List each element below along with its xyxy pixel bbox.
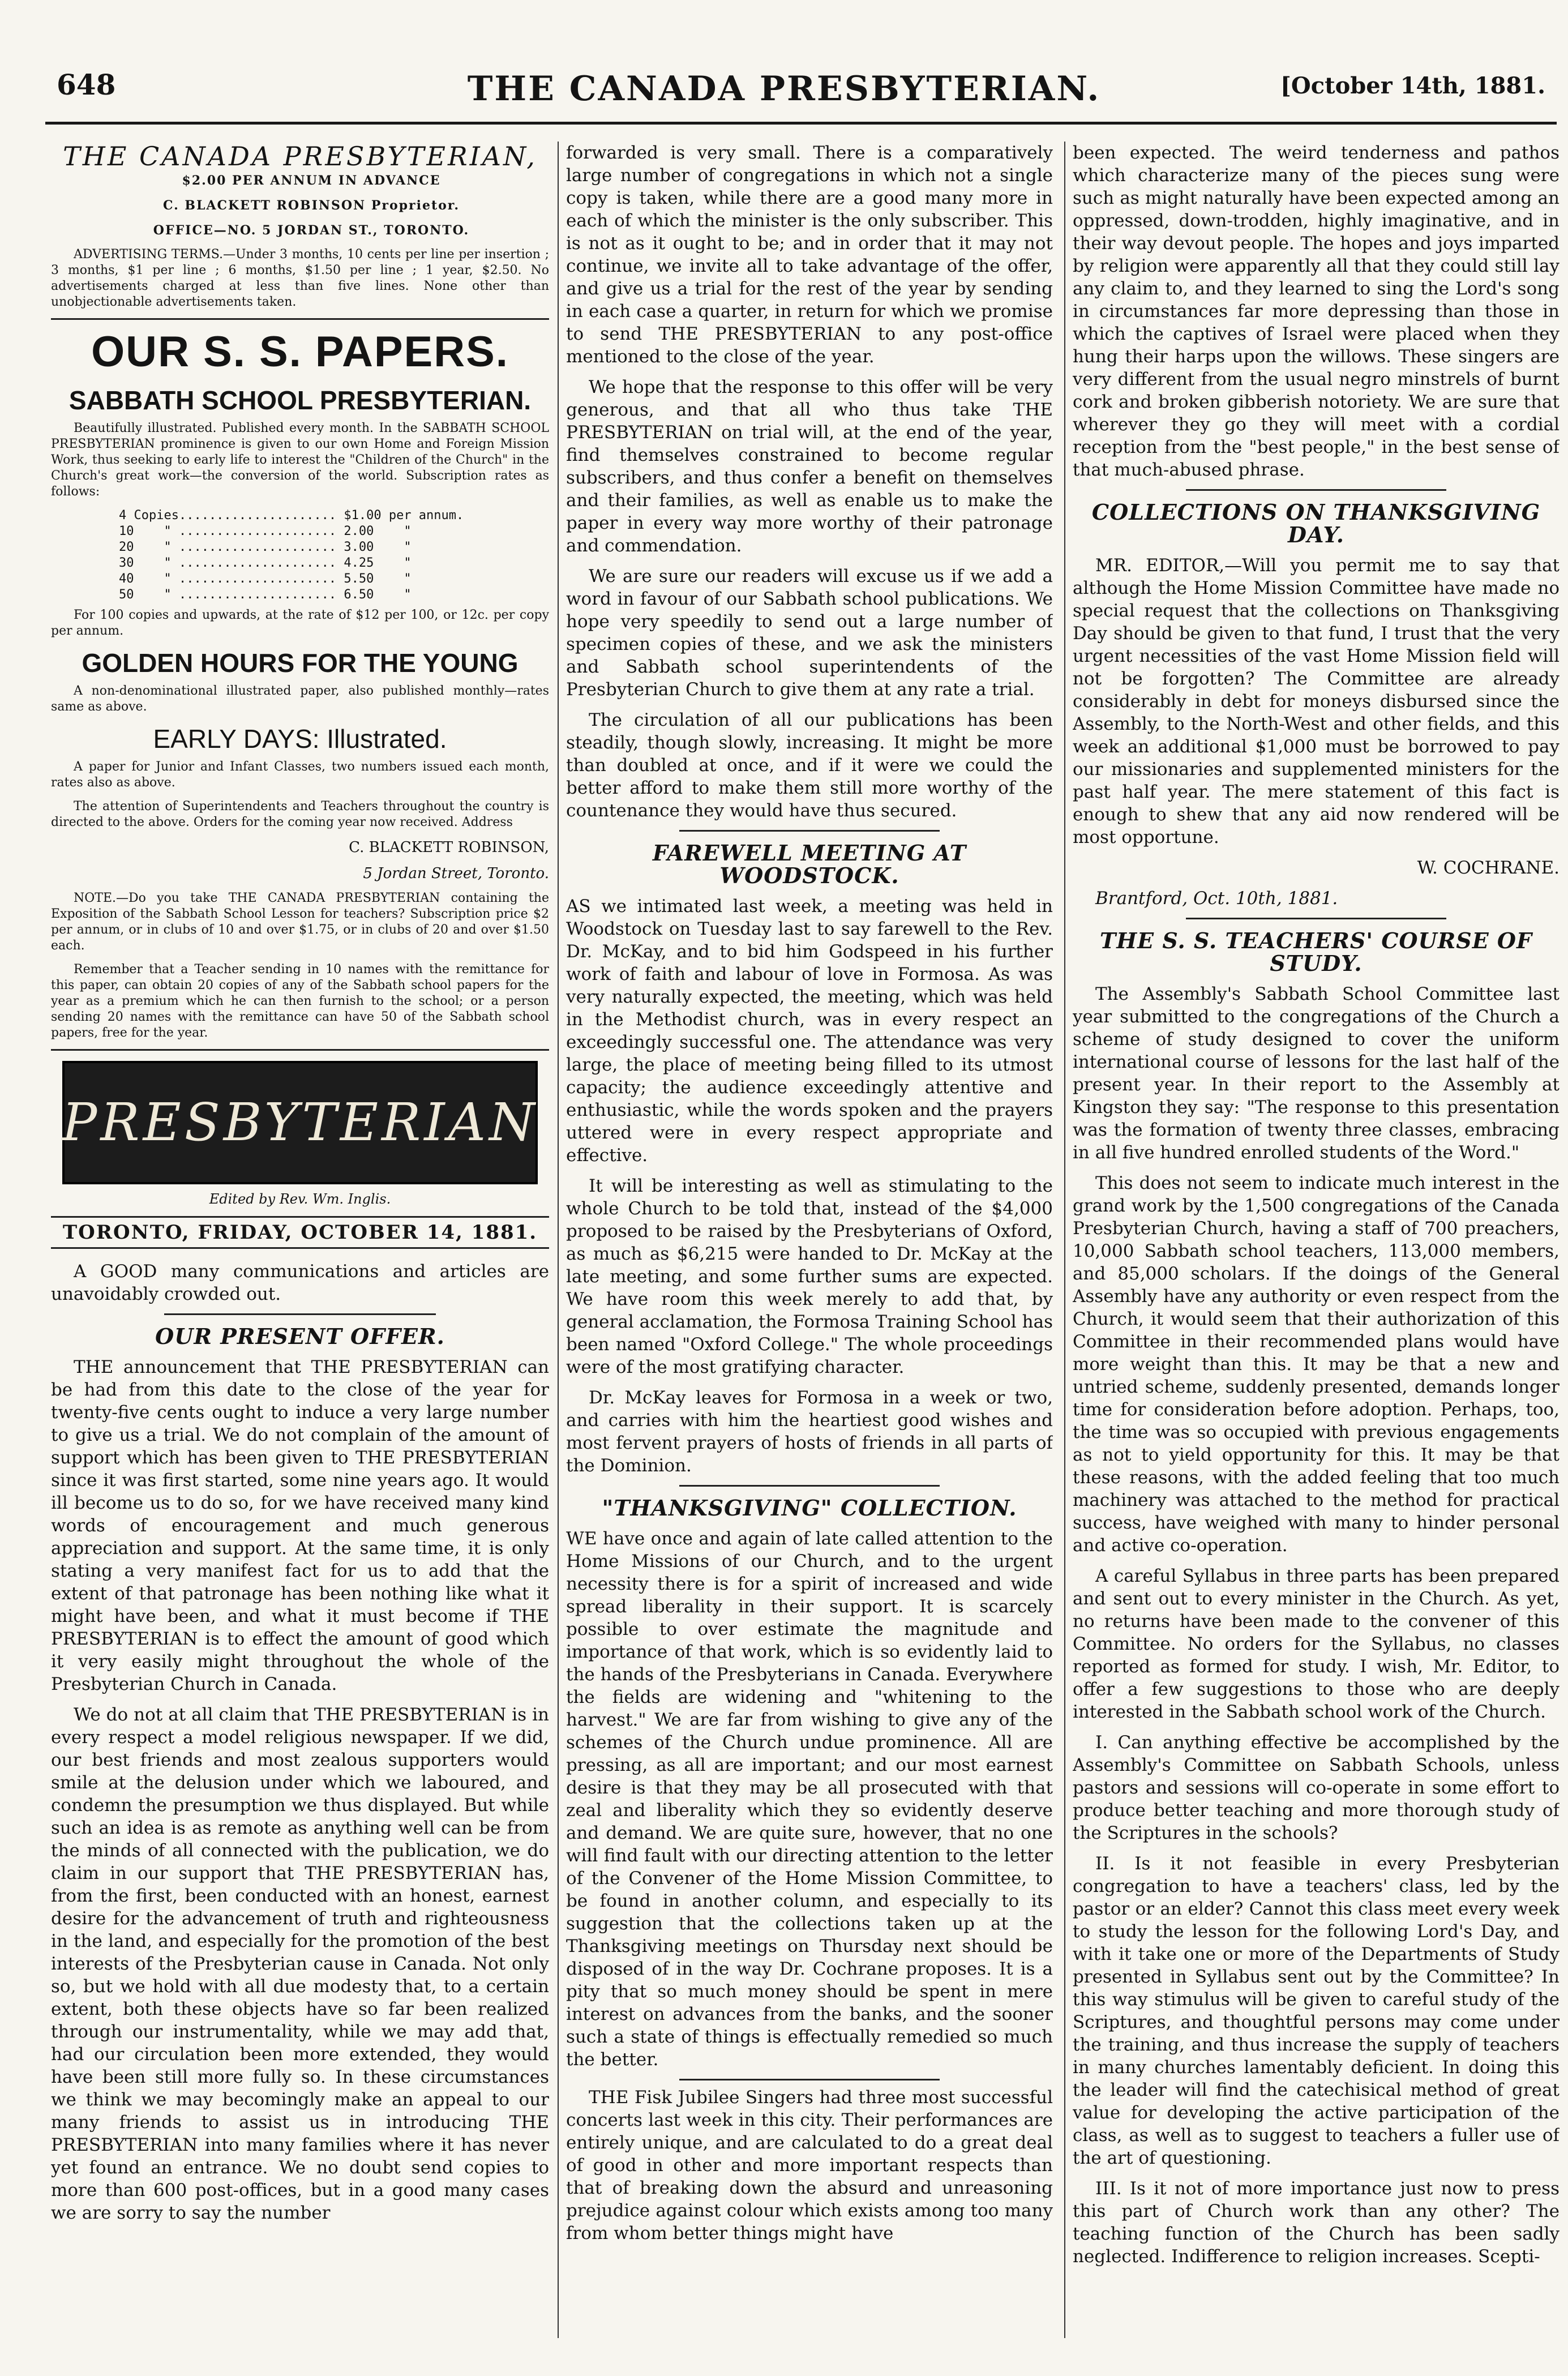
- course-paragraph: The Assembly's Sabbath School Committee last year submitted to the congregations of the Church a scheme of study designed to cover the uniform international course of lessons for the last half of the present year. In their report to the Assembly at Kingston they say: "The response to this presentation was the formation of twenty three classes, embracing in all five hundred enrolled students of the Word.": [1073, 984, 1560, 1163]
- column-2: [566, 142, 1053, 2349]
- rate-row: 20 " ..................... 3.00 ": [119, 540, 412, 554]
- course-paragraph: III. Is it not of more importance just now to press this part of Church work than any other? The teaching function of the Church has been sadly neglected. Indifference to religion increases. Scepti-: [1073, 2178, 1560, 2267]
- early-days-description: A paper for Junior and Infant Classes, two numbers issued each month, rates also as above.: [51, 760, 549, 790]
- column-divider: [558, 142, 559, 2338]
- section-rule: [679, 830, 940, 832]
- dateline: TORONTO, FRIDAY, OCTOBER 14, 1881.: [51, 1216, 549, 1249]
- masthead-proprietor: C. BLACKETT ROBINSON Proprietor.: [162, 198, 460, 213]
- masthead-subscription: $2.00 PER ANNUM IN ADVANCE: [182, 173, 441, 188]
- course-paragraph: I. Can anything effective be accomplished by the Assembly's Committee on Sabbath Schools, unless pastors and sessions will co-operate in some effort to produce better teaching and more thorough study of the Scriptures in the schools?: [1073, 1732, 1560, 1843]
- page-number: 648: [57, 68, 116, 101]
- column-1: [51, 142, 549, 2349]
- farewell-paragraph: Dr. McKay leaves for Formosa in a week or two, and carries with him the heartiest good wishes and most fervent prayers of hosts of friends in all parts of the Dominion.: [566, 1388, 1053, 1476]
- farewell-paragraph: It will be interesting as well as stimulating to the whole Church to be told that, instead of the $4,000 proposed to be raised by the Presbyterians of Oxford, as much as $6,215 were handed to Dr. McKay at the late meeting, and some further sums are expected. We have room this week merely to add that, by general acclamation, the Formosa Training School has been named "Oxford College." The whole proceedings were of the most gratifying character.: [566, 1176, 1053, 1377]
- section-rule: [1186, 918, 1446, 919]
- offer-paragraph: THE announcement that THE PRESBYTERIAN can be had from this date to the close of the year for twenty-five cents ought to induce a very large number to give us a trial. We do not complain of the amount of support which has been given to THE PRESBYTERIAN since it was first started, some nine years ago. It would ill become us to do so, for we have received many kind words of encouragement and much generous appreciation and support. At the same time, it is only stating a very manifest fact for us to add that the extent of that patronage has been nothing like what it might have been, and what it must become if THE PRESBYTERIAN is to effect the amount of good which it very easily might throughout the whole of the Presbyterian Church in Canada.: [51, 1357, 549, 1694]
- column-divider: [1064, 142, 1065, 2338]
- edited-by: Edited by Rev. Wm. Inglis.: [209, 1191, 391, 1207]
- rate-row: 4 Copies..................... $1.00 per annum.: [119, 508, 464, 523]
- thanksgiving-paragraph: WE have once and again of late called attention to the Home Missions of our Church, and to the urgent necessity there is for a spirit of increased and wide spread liberality in their support. It is scarcely possible to over estimate the magnitude and importance of that work, which is so evidently laid to the hands of the Presbyterians in Canada. Everywhere the fields are widening and "whitening to the harvest." We are far from wishing to give any of the schemes of the Church undue prominence. All are pressing, as all are important; and our most earnest desire is that they may be all prosecuted with that zeal and liberality which they so evidently deserve and demand. We are quite sure, however, that no one will find fault with our directing attention to the letter of the Convener of the Home Mission Committee, to be found in another column, and especially to its suggestion that the collections taken up at the Thanksgiving meetings on Thursday next should be disposed of in the way Dr. Cochrane proposes. It is a pity that so much money should be spent in mere interest on advances from the banks, and the sooner such a state of things is effectually remedied so much the better.: [566, 1529, 1053, 2070]
- issue-date: [October 14th, 1881.: [1280, 72, 1545, 99]
- rate-row: 50 " ..................... 6.50 ": [119, 588, 412, 602]
- offer-paragraph: We hope that the response to this offer will be very generous, and that all who thus take THE PRESBYTERIAN on trial will, at the end of the year, find themselves constrained to become regular subscribers, and thus confer a benefit on themselves and their families, as well as enable us to make the paper in every way more worthy of their patronage and commendation.: [566, 377, 1053, 556]
- newspaper-title: THE CANADA PRESBYTERIAN.: [467, 69, 1101, 109]
- crowded-out-notice: A GOOD many communications and articles are unavoidably crowded out.: [51, 1261, 549, 1304]
- offer-continued-paragraph: forwarded is very small. There is a comparatively large number of congregations in which not a single copy is taken, while there are a good many more in each of which the minister is the only subscriber. This is not as it ought to be; and in order that it may not continue, we invite all to take advantage of the offer, and give us a trial for the rest of the year by sending in each case a quarter, in return for which we promise to send THE PRESBYTERIAN to any post-office mentioned to the close of the year.: [566, 143, 1053, 367]
- thanksgiving-heading: "THANKSGIVING" COLLECTION.: [602, 1495, 1017, 1521]
- subscription-rates: [119, 508, 549, 603]
- masthead-title: THE CANADA PRESBYTERIAN,: [63, 142, 537, 172]
- rate-row: 30 " ..................... 4.25 ": [119, 556, 412, 570]
- offer-heading: OUR PRESENT OFFER.: [155, 1324, 445, 1349]
- address-name: C. BLACKETT ROBINSON,: [349, 839, 549, 856]
- fisk-continued-paragraph: been expected. The weird tenderness and pathos which characterize many of the pieces sung were such as might naturally have been expected among an oppressed, down-trodden, highly imaginative, and in their way devout people. The hopes and joys imparted by religion were apparently all that they could still lay any claim to, and they learned to sing the Lord's song in circumstances far more depressing than those in which the captives of Israel were placed when they hung their harps upon the willows. These singers are very different from the usual negro minstrels of burnt cork and broken gibberish notoriety. We are sure that wherever they go they will meet with a cordial reception from the "best people," in the best sense of that much-abused phrase.: [1073, 143, 1560, 480]
- collections-letter: MR. EDITOR,—Will you permit me to say that although the Home Mission Committee have made no special request that the collections on Thanksgiving Day should be given to that fund, I trust that the very urgent necessities of the vast Home Mission field will not be forgotten? The Committee are already considerably in debt for moneys disbursed since the Assembly, to the North-West and other fields, and this week an additional $1,000 must be borrowed to pay our missionaries and supplemented ministers for the past half year. The mere statement of this fact is enough to shew that any aid now rendered will be most opportune.: [1073, 555, 1560, 847]
- golden-hours-description: A non-denominational illustrated paper, also published monthly—rates same as above.: [51, 684, 549, 714]
- advertising-terms: ADVERTISING TERMS.—Under 3 months, 10 cents per line per insertion ; 3 months, $1 per line ; 6 months, $1.50 per line ; 1 year, $2.50. No advertisements charged at less than five lines. None other than unobjectionable advertisements taken.: [51, 247, 549, 309]
- sabbath-title: SABBATH SCHOOL PRESBYTERIAN.: [68, 386, 532, 415]
- fisk-singers-paragraph: THE Fisk Jubilee Singers had three most successful concerts last week in this city. Their performances are entirely unique, and are calculated to do a great deal of good in other and more important respects than that of breaking down the absurd and unreasoning prejudice against colour which exists among too many from whom better things might have: [566, 2087, 1053, 2244]
- masthead-office: OFFICE—NO. 5 JORDAN ST., TORONTO.: [153, 223, 470, 238]
- collections-heading: COLLECTIONS ON THANKSGIVING DAY.: [1091, 499, 1541, 547]
- early-days-title: EARLY DAYS: Illustrated.: [153, 724, 447, 754]
- golden-hours-title: GOLDEN HOURS FOR THE YOUNG: [82, 648, 519, 678]
- rates-note: For 100 copies and upwards, at the rate of $12 per 100, or 12c. per copy per annum.: [51, 608, 549, 638]
- course-paragraph: A careful Syllabus in three parts has been prepared and sent out to every minister in the Church. As yet, no returns have been made to the convener of this Committee. No orders for the Syllabus, no classes reported as formed for study. I wish, Mr. Editor, to offer a few suggestions to those who are deeply interested in the Sabbath school work of the Church.: [1073, 1566, 1560, 1722]
- offer-paragraph: The circulation of all our publications has been steadily, though slowly, increasing. It might be more than doubled at once, and if it were we could the better afford to make them still more worthy of the countenance they would have thus secured.: [566, 710, 1053, 821]
- header-rule: [45, 122, 1557, 125]
- offer-paragraph: We do not at all claim that THE PRESBYTERIAN is in every respect a model religious newspaper. If we did, our best friends and most zealous supporters would smile at the delusion under which we laboured, and condemn the presumption we thus displayed. But while such an idea is as remote as anything well can be from the minds of all connected with the publication, we do claim in our support that THE PRESBYTERIAN has, from the first, been conducted with an honest, earnest desire for the advancement of truth and righteousness in the land, and especially for the promotion of the best interests of the Presbyterian cause in Canada. Not only so, but we hold with all due modesty that, to a certain extent, both these objects have so far been realized through our instrumentality, while we may add that, had our circulation been more extended, they would have been still more fully so. In these circumstances we think we may becomingly make an appeal to our many friends to assist us in introducing THE PRESBYTERIAN into many families where it has never yet found an entrance. We no doubt send copies to more than 600 post-offices, but in a good many cases we are sorry to say the number: [51, 1705, 549, 2223]
- section-rule: [1186, 489, 1446, 491]
- section-rule: [51, 1049, 549, 1051]
- attention-notice: The attention of Superintendents and Teachers throughout the country is directed to the above. Orders for the coming year now received. Address: [51, 799, 549, 829]
- rate-row: 40 " ..................... 5.50 ": [119, 572, 412, 586]
- rate-row: 10 " ..................... 2.00 ": [119, 524, 412, 538]
- course-of-study-heading: THE S. S. TEACHERS' COURSE OF STUDY.: [1100, 928, 1532, 976]
- ss-papers-title: OUR S. S. PAPERS.: [91, 328, 509, 376]
- address-street: 5 Jordan Street, Toronto.: [363, 865, 549, 882]
- course-paragraph: II. Is it not feasible in every Presbyterian congregation to have a teachers' class, led by the pastor or an elder? Cannot this class meet every week to study the lesson for the following Lord's Day, and with it take one or more of the Departments of Study presented in Syllabus sent out by the Committee? In this way stimulus will be given to careful study of the Scriptures, and thoughtful persons may come under the training, and thus increase the supply of teachers in many churches lamentably deficient. In doing this the leader will find the catechisical method of great value for developing the active participation of the class, as well as to suggest to teachers a fuller use of the art of questioning.: [1073, 1853, 1560, 2168]
- course-paragraph: This does not seem to indicate much interest in the grand work by the 1,500 congregations of the Canada Presbyterian Church, having a staff of 700 preachers, 10,000 Sabbath school teachers, 113,000 members, and 85,000 scholars. If the doings of the General Assembly have any authority or even respect from the Church, it would seem that their authorization of this Committee in their recommended plans would have more weight than this. It may be that a new and untried scheme, suddenly presented, demands longer time for consideration before adoption. Perhaps, too, the time was so occupied with previous engagements as not to yield opportunity for this. It may be that these reasons, with the added feeling that too much machinery was attached to the method for practical success, have weighed with many to hinder personal and active co-operation.: [1073, 1173, 1560, 1556]
- section-rule: [51, 318, 549, 320]
- section-rule: [679, 2079, 940, 2080]
- letter-signature: W. COCHRANE.: [1417, 858, 1560, 878]
- farewell-heading: FAREWELL MEETING AT WOODSTOCK.: [652, 840, 967, 888]
- section-rule: [679, 1485, 940, 1487]
- presbyterian-banner: [62, 1061, 538, 1184]
- section-rule: [164, 1313, 436, 1315]
- column-3: [1073, 142, 1560, 2349]
- offer-paragraph: We are sure our readers will excuse us if we add a word in favour of our Sabbath school publications. We hope very speedily to send out a large number of specimen copies of these, and we ask the ministers and Sabbath school superintendents of the Presbyterian Church to give them at any rate a trial.: [566, 566, 1053, 700]
- farewell-paragraph: AS we intimated last week, a meeting was held in Woodstock on Tuesday last to say farewell to the Rev. Dr. McKay, and to bid him Godspeed in his further work of faith and labour of love in Formosa. As was very naturally expected, the meeting, which was held in the Methodist church, was in every respect an exceedingly successful one. The attendance was very large, the place of meeting being filled to its utmost capacity; the audience exceedingly attentive and enthusiastic, while the words spoken and the prayers uttered were in every respect appropriate and effective.: [566, 896, 1053, 1166]
- sabbath-description: Beautifully illustrated. Published every month. In the SABBATH SCHOOL PRESBYTERIAN prominence is given to our own Home and Foreign Mission Work, thus seeking to early life to interest the "Children of the Church" in the Church's great work—the conversion of the world. Subscription rates as follows:: [51, 421, 549, 499]
- banner-text: PRESBYTERIAN: [62, 1092, 538, 1153]
- exposition-note: NOTE.—Do you take THE CANADA PRESBYTERIAN containing the Exposition of the Sabbath School Lesson for teachers? Subscription price $2 per annum, or in clubs of 10 and over $1.75, or in clubs of 20 and over $1.50 each.: [51, 891, 549, 953]
- letter-date: Brantford, Oct. 10th, 1881.: [1095, 888, 1338, 909]
- premium-notice: Remember that a Teacher sending in 10 names with the remittance for this paper, can obtain 20 copies of any of the Sabbath school papers for the year as a premium which he can then furnish to the school; or a person sending 20 names with the remittance can have 50 of the Sabbath school papers, free for the year.: [51, 962, 549, 1040]
